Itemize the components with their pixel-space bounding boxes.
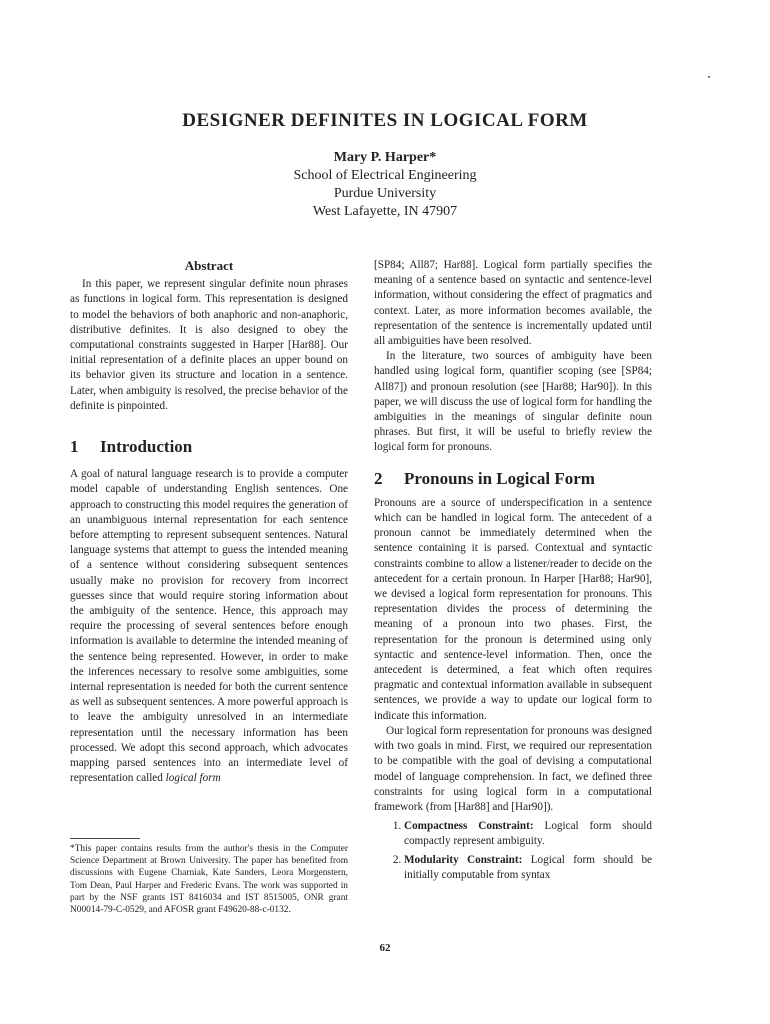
footnote	[70, 838, 348, 916]
abstract-text: In this paper, we represent singular definite noun phrases as functions in logical form. This representation is designed to model the behaviors of both anaphoric and non-anaphoric, distributive definites. It is also designed to obey the computational constraints suggested in Harper [Har88]. Our initial representation of a definite places an upper bound on its behavior given its structure and location in a sentence. Later, when ambiguity is resolved, the precise behavior of the definite is pinpointed.	[70, 278, 348, 412]
constraint-list	[374, 819, 652, 883]
abstract-heading: Abstract	[184, 258, 234, 273]
constraint-item-2	[404, 853, 652, 883]
section-1-title: Introduction	[100, 437, 193, 457]
author-affiliation-university: Purdue University	[333, 186, 437, 201]
constraint-item-1	[404, 819, 652, 849]
section-1-paragraph-1-italic: logical form	[165, 772, 221, 785]
section-2-heading	[374, 468, 652, 488]
section-2-title: Pronouns in Logical Form	[404, 468, 595, 488]
constraint-item-2-label: Modularity Constraint:	[404, 853, 523, 866]
constraint-item-1-text: Logical form should compactly represent ambiguity.	[404, 820, 652, 848]
section-1-paragraph-1	[70, 467, 348, 786]
page-number: 62	[379, 942, 391, 954]
section-2-number: 2	[374, 468, 383, 488]
section-2-paragraph-2: Our logical form representation for pronouns was designed with two goals in mind. First, we required our representation to be compatible with the goal of devising a computational model of language comprehension. In fact, we defined three constraints for using logical form in a computational framework (from [Har88] and [Har90]).	[374, 724, 652, 813]
section-2-paragraph-1: Pronouns are a source of underspecification in a sentence which can be handled in logical form. The antecedent of a pronoun cannot be immediately determined when the sentence containing it is parsed. Contextual and syntactic constraints combine to allow a listener/reader to decide on the antecedent for a certain pronoun. In Harper [Har88; Har90], we devised a logical form representation for pronouns. This representation divides the process of determining the meaning of a pronoun into two phases. First, the representation for the pronoun is determined using only syntactic and sentence-level information. Then, once the antecedent is determined, a feat which often requires pragmatic and contextual information available in subsequent sentences, we provide a way to update our logical form to indicate this information.	[374, 496, 652, 722]
section-1-number: 1	[70, 437, 79, 457]
left-column	[70, 258, 348, 787]
footnote-rule	[70, 838, 140, 839]
author-affiliation-school: School of Electrical Engineering	[293, 168, 477, 183]
footnote-text: *This paper contains results from the author's thesis in the Computer Science Department at Brown University. The paper has benefited from discussions with Eugene Charniak, Kate Sanders, Leora Morgenstern, Tom Dean, Paul Harper and Frederic Evans. The work was supported in part by the NSF grants IST 8416034 and IST 8515005, ONR grant N00014-79-C-0529, and AFOSR grant F49620-88-c-0132.	[70, 844, 348, 916]
section-1-paragraph-2: In the literature, two sources of ambiguity have been handled using logical form, quantifier scoping (see [SP84; All87]) and pronoun resolution (see [Har88; Har90]). In this paper, we will discuss the use of logical form for handling the ambiguities in the meanings of singular definite noun phrases. But first, it will be useful to briefly review the logical form for pronouns.	[374, 350, 652, 454]
right-column	[374, 258, 652, 886]
paper-title: DESIGNER DEFINITES IN LOGICAL FORM	[182, 110, 588, 131]
section-1-paragraph-1-text: A goal of natural language research is to provide a computer model capable of understanding English sentences. One approach to constructing this model requires the generation of an unambiguous internal representation for each sentence before attempting to represent subsequent sentences. Natural language systems that attempt to guess the intended meaning of a sentence without considering subsequent sentences usually make no provision for recovery from incorrect guesses since that would require storing information about the ambiguity of the sentence. Hence, this approach may require the processing of several sentences before enough information is available to determine the intended meaning of the sentence being represented. However, in order to make the inferences necessary to resolve some ambiguities, some internal representation is needed for both the current sentence as well as subsequent sentences. A more powerful approach is to leave the ambiguity unresolved in an intermediate representation until the necessary information has been processed. We adopt this second approach, which advocates mapping parsed sentences into an intermediate level of representation called	[70, 468, 348, 785]
section-1-heading	[70, 437, 348, 457]
author-block	[0, 149, 770, 221]
author-name: Mary P. Harper*	[333, 150, 437, 165]
section-1-paragraph-1-continued: [SP84; All87; Har88]. Logical form partially specifies the meaning of a sentence based on syntactic and sentence-level information, without considering the effect of pragmatics and context. Later, as more information becomes available, the representation of the sentence is incrementally updated until all ambiguities have been resolved.	[374, 259, 652, 348]
scan-speck	[708, 76, 710, 78]
author-affiliation-location: West Lafayette, IN 47907	[312, 204, 458, 219]
constraint-item-2-text: Logical form should be initially computable from syntax	[404, 853, 653, 881]
constraint-item-1-label: Compactness Constraint:	[404, 820, 534, 833]
